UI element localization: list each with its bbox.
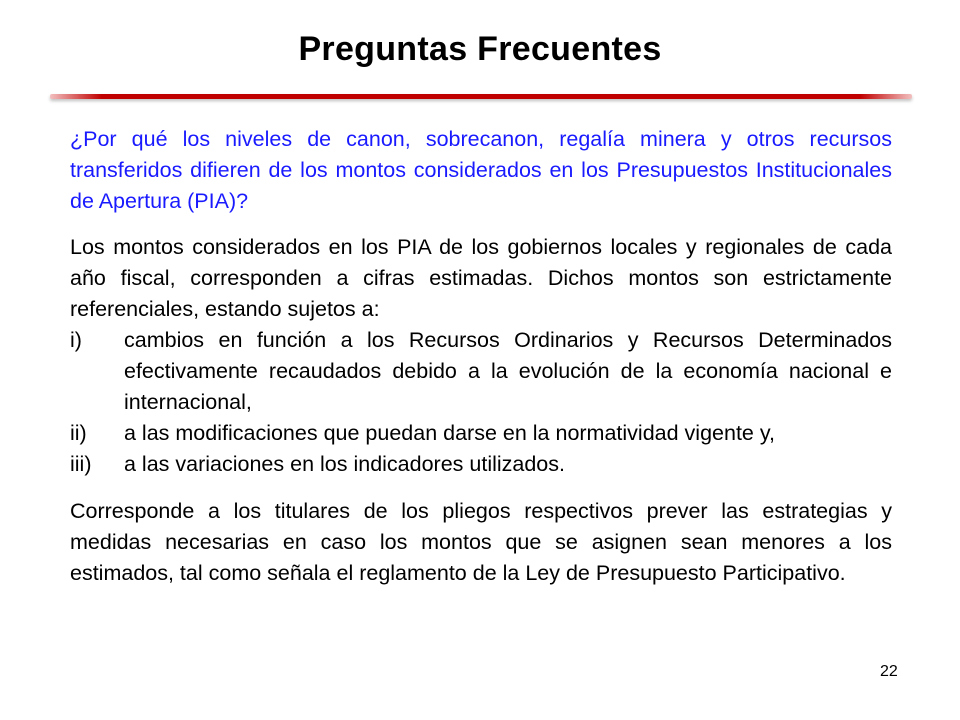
list-item-marker: i)	[70, 328, 82, 352]
page-number: 22	[880, 663, 898, 680]
list-item	[70, 418, 892, 449]
list-item-marker: iii)	[70, 452, 92, 476]
faq-question: ¿Por qué los niveles de canon, sobrecanon, regalía minera y otros recursos transferidos difieren de los montos considerados en los Presupuestos Institucionales de Apertura (PIA)?	[70, 127, 892, 213]
list-item	[70, 325, 892, 418]
faq-closing-paragraph: Corresponde a los titulares de los pliegos respectivos prever las estrategias y medidas necesarias en caso los montos que se asignen sean menores a los estimados, tal como señala el reglamento de la Ley de Presupuesto Participativo.	[70, 499, 892, 585]
list-item-text: a las modificaciones que puedan darse en la normatividad vigente y,	[124, 421, 775, 445]
list-item-marker: ii)	[70, 421, 87, 445]
title-divider	[50, 94, 912, 99]
faq-answer-intro: Los montos considerados en los PIA de los gobiernos locales y regionales de cada año fiscal, corresponden a cifras estimadas. Dichos montos son estrictamente referenciales, estando sujetos a:	[70, 235, 892, 321]
conditions-list	[70, 325, 892, 480]
list-item-text: a las variaciones en los indicadores utilizados.	[124, 452, 565, 476]
list-item	[70, 449, 892, 480]
slide-content	[70, 124, 892, 589]
list-item-text: cambios en función a los Recursos Ordinarios y Recursos Determinados efectivamente recaudados debido a la evolución de la economía nacional e internacional,	[124, 328, 892, 414]
slide-title: Preguntas Frecuentes	[298, 30, 662, 68]
